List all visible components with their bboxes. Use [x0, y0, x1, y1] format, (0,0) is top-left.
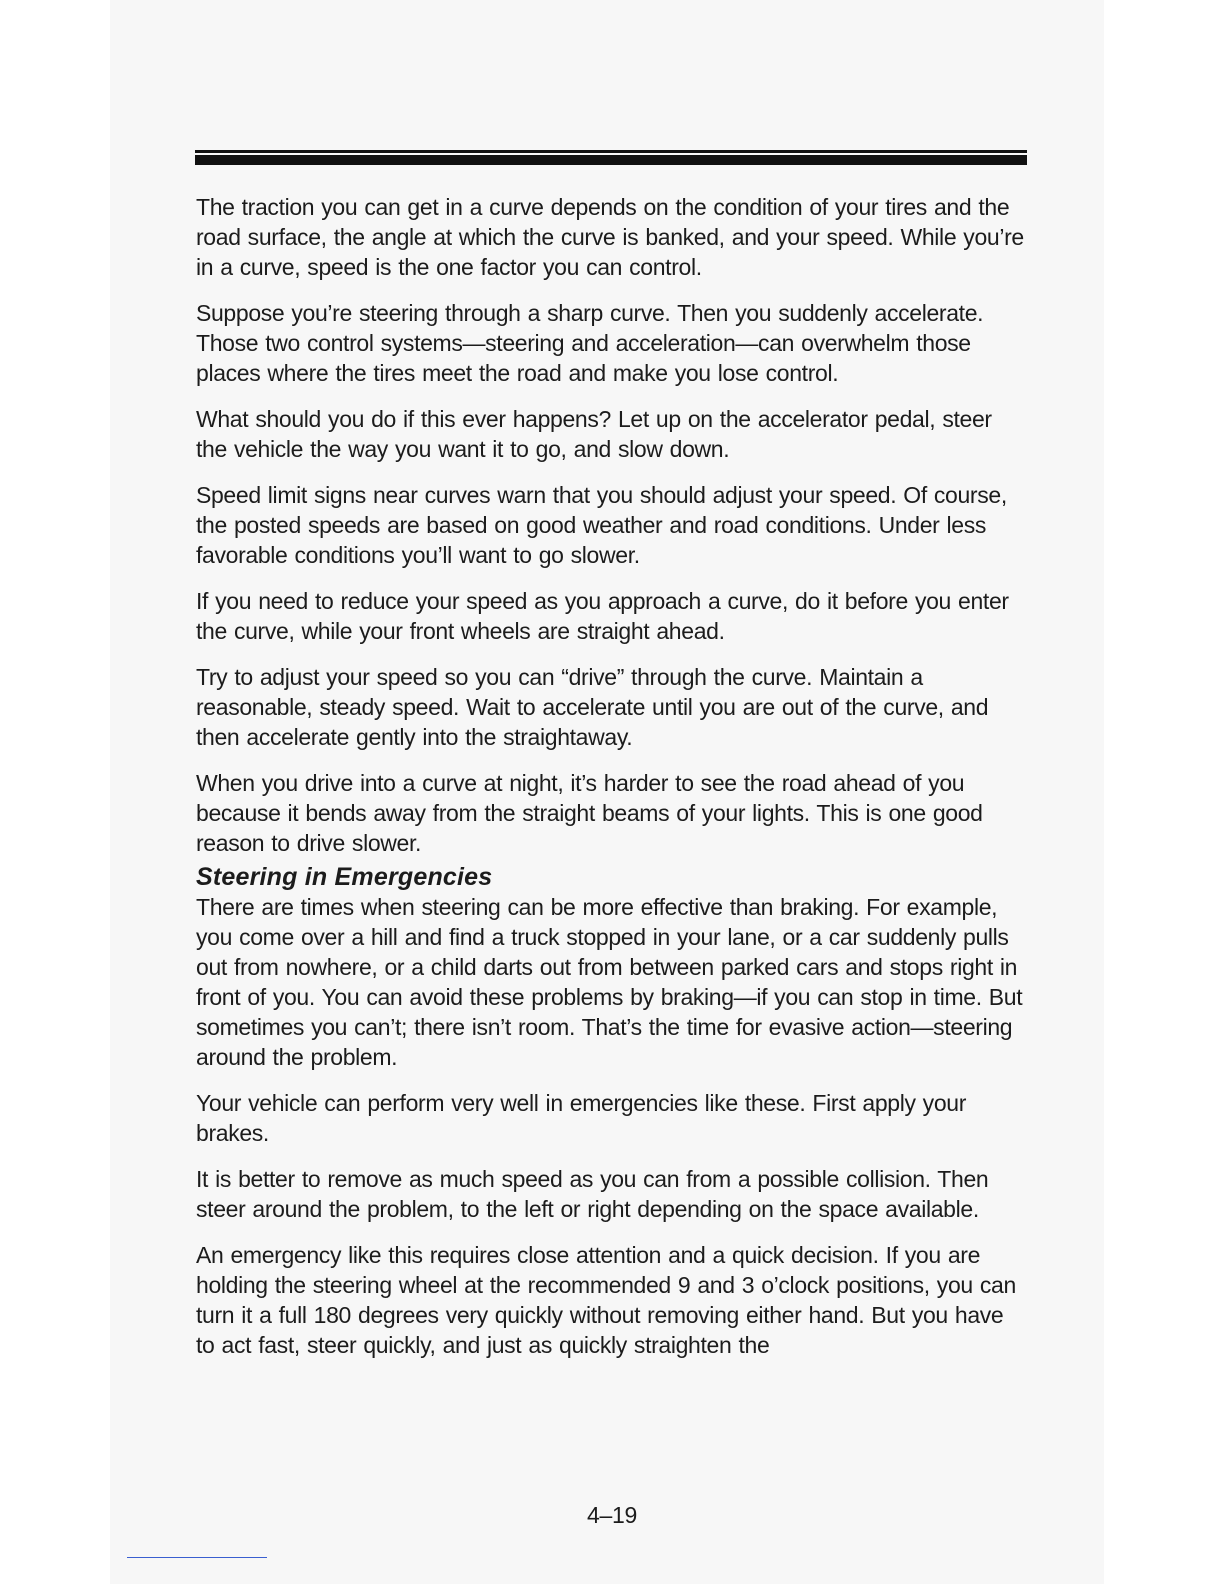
page-number: 4–19 [587, 1502, 637, 1528]
bottom-link-underline[interactable] [127, 1557, 267, 1558]
page-body [196, 192, 1026, 1376]
paragraph-speed-limit-signs: Speed limit signs near curves warn that you should adjust your speed. Of course, the posted speeds are based on good weather and road conditions. Under less favorable conditions you’ll want to go slower. [196, 482, 1007, 568]
section-heading: Steering in Emergencies [196, 863, 493, 891]
paragraph-what-to-do: What should you do if this ever happens? Let up on the accelerator pedal, steer the vehicle the way you want it to go, and slow down. [196, 406, 992, 462]
paragraph-steering-vs-braking: There are times when steering can be more effective than braking. For example, you come over a hill and find a truck stopped in your lane, or a car suddenly pulls out from nowhere, or a child darts out from between parked cars and stops right in front of you. You can avoid these problems by braking—if you can stop in time. But sometimes you can’t; there isn’t room. That’s the time for evasive action—steering around the problem. [196, 894, 1023, 1070]
paragraph-night-curve: When you drive into a curve at night, it’s harder to see the road ahead of you because it bends away from the straight beams of your lights. This is one good reason to drive slower. [196, 770, 983, 856]
paragraph-traction: The traction you can get in a curve depends on the condition of your tires and the road surface, the angle at which the curve is banked, and your speed. While you’re in a curve, speed is the one factor you can control. [196, 194, 1024, 280]
paragraph-quick-decision: An emergency like this requires close attention and a quick decision. If you are holding the steering wheel at the recommended 9 and 3 o’clock positions, you can turn it a full 180 degrees very quickly without removing either hand. But you have to act fast, steer quickly, and just as quickly straighten the [196, 1242, 1016, 1358]
paragraph-adjust-speed: Try to adjust your speed so you can “drive” through the curve. Maintain a reasonable, steady speed. Wait to accelerate until you are out of the curve, and then accelerate gently into the straightaway. [196, 664, 989, 750]
header-rule-thick [195, 155, 1027, 165]
paragraph-vehicle-performance: Your vehicle can perform very well in emergencies like these. First apply your brakes. [196, 1090, 967, 1146]
paragraph-sharp-curve: Suppose you’re steering through a sharp curve. Then you suddenly accelerate. Those two control systems—steering and acceleration—can overwhelm those places where the tires meet the road and make you lose control. [196, 300, 984, 386]
paragraph-reduce-speed: If you need to reduce your speed as you approach a curve, do it before you enter the curve, while your front wheels are straight ahead. [196, 588, 1009, 644]
paragraph-remove-speed: It is better to remove as much speed as you can from a possible collision. Then steer around the problem, to the left or right depending on the space available. [196, 1166, 989, 1222]
header-rule-thin [195, 150, 1027, 153]
